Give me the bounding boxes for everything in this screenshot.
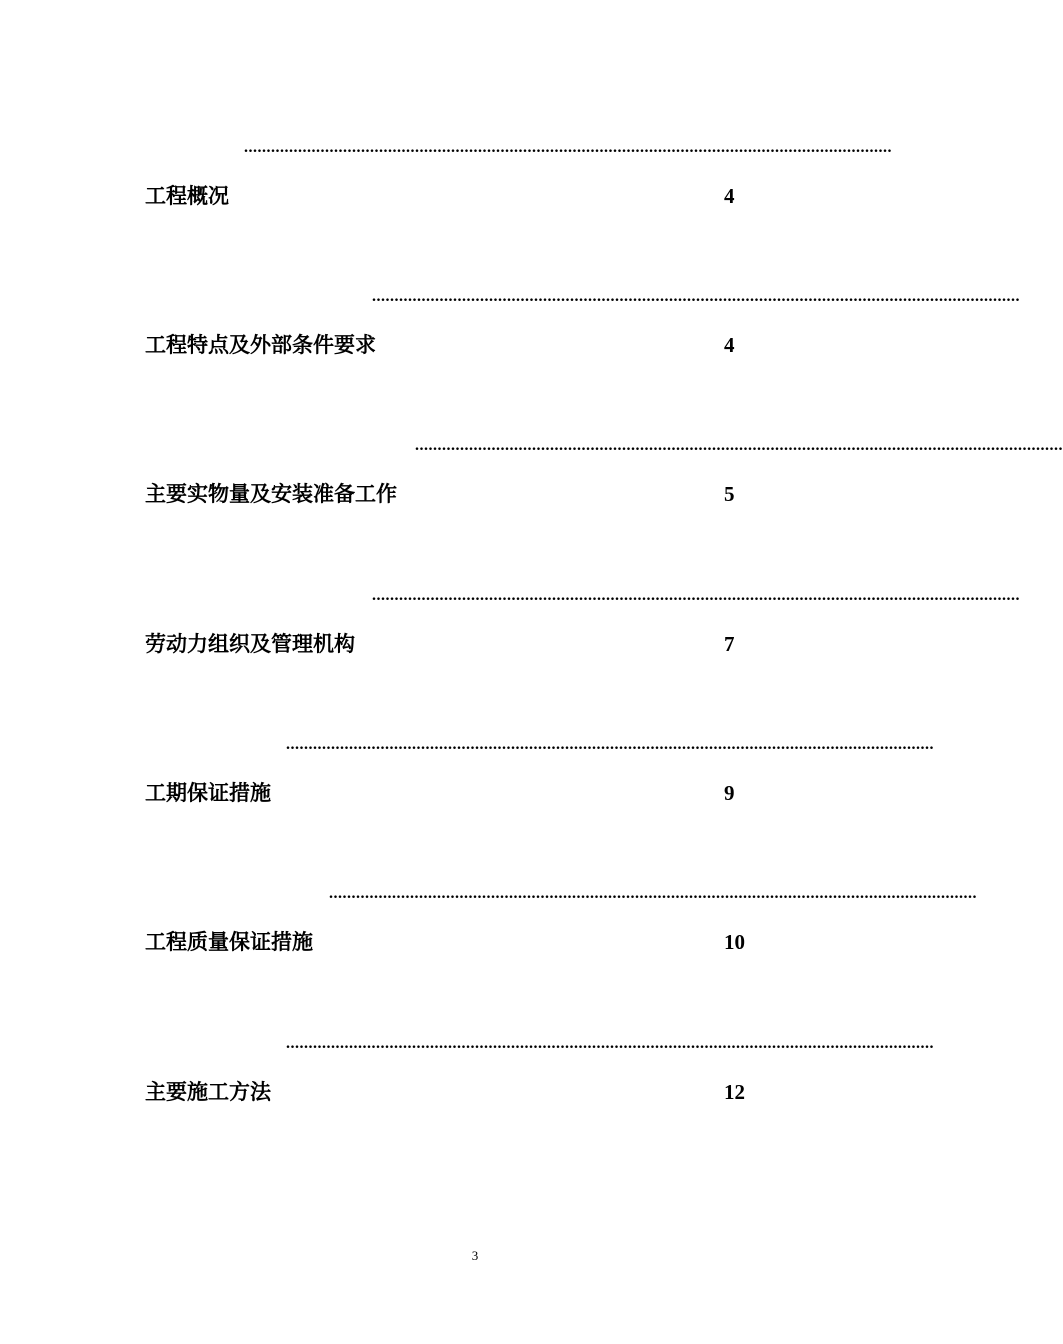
toc-leader-dots: ................................................................................................................................................	[286, 1035, 934, 1052]
toc-entry-page-number: 12	[724, 1080, 745, 1104]
page-footer-number: 3	[471, 1248, 479, 1263]
toc-entry[interactable]	[0, 587, 1020, 668]
toc-entry-title[interactable]: 主要施工方法	[145, 1080, 271, 1104]
toc-entry-page-number: 10	[724, 930, 745, 954]
toc-entry-title[interactable]: 主要实物量及安装准备工作	[145, 482, 397, 506]
toc-entry[interactable]	[0, 437, 1063, 518]
toc-leader-dots: ................................................................................................................................................	[372, 288, 1020, 305]
toc-entry-page-number: 4	[724, 184, 735, 208]
toc-leader-dots: ................................................................................................................................................	[415, 437, 1063, 454]
toc-entry-title[interactable]: 工期保证措施	[145, 781, 271, 805]
toc-entry-page-number: 4	[724, 333, 735, 357]
toc-entry[interactable]	[0, 885, 977, 966]
toc-entry[interactable]	[0, 140, 950, 220]
toc-entry-title[interactable]: 工程质量保证措施	[145, 930, 313, 954]
toc-leader-dots: ................................................................................................................................................	[286, 736, 934, 753]
toc-leader-dots: ................................................................................................................................................	[329, 885, 977, 902]
toc-entry[interactable]	[0, 1036, 950, 1116]
toc-entry-title[interactable]: 工程概况	[145, 184, 229, 208]
toc-entry[interactable]	[0, 737, 950, 817]
toc-entry-page-number: 5	[724, 482, 735, 506]
toc-leader-dots: ................................................................................................................................................	[244, 139, 892, 156]
toc-entry-title[interactable]: 工程特点及外部条件要求	[145, 333, 376, 357]
toc-leader-dots: ................................................................................................................................................	[372, 587, 1020, 604]
toc-entry[interactable]	[0, 288, 1020, 369]
toc-entry-page-number: 9	[724, 781, 735, 805]
toc-entry-page-number: 7	[724, 632, 735, 656]
toc-entry-title[interactable]: 劳动力组织及管理机构	[145, 632, 355, 656]
